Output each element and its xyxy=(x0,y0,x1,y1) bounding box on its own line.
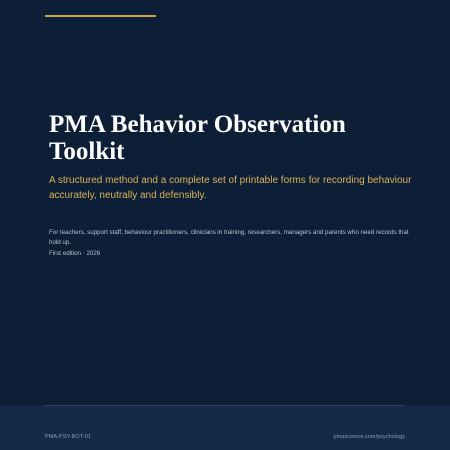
audience-statement: For teachers, support staff, behaviour practitioners, clinicians in training, researchers, managers and parents who need records that hold up. xyxy=(49,229,409,246)
accent-rule xyxy=(45,15,156,17)
footer-band xyxy=(0,405,450,450)
document-code: PMA-PSY-BOT-01 xyxy=(45,434,91,440)
website-url: pmascience.com/psychology xyxy=(333,434,405,440)
footer-divider xyxy=(45,405,405,406)
document-title: PMA Behavior Observation Toolkit xyxy=(49,111,346,165)
document-subtitle: A structured method and a complete set of printable forms for recording behaviour accurately, neutrally and defensibly. xyxy=(49,175,412,201)
edition-line: First edition · 2026 xyxy=(49,250,101,257)
